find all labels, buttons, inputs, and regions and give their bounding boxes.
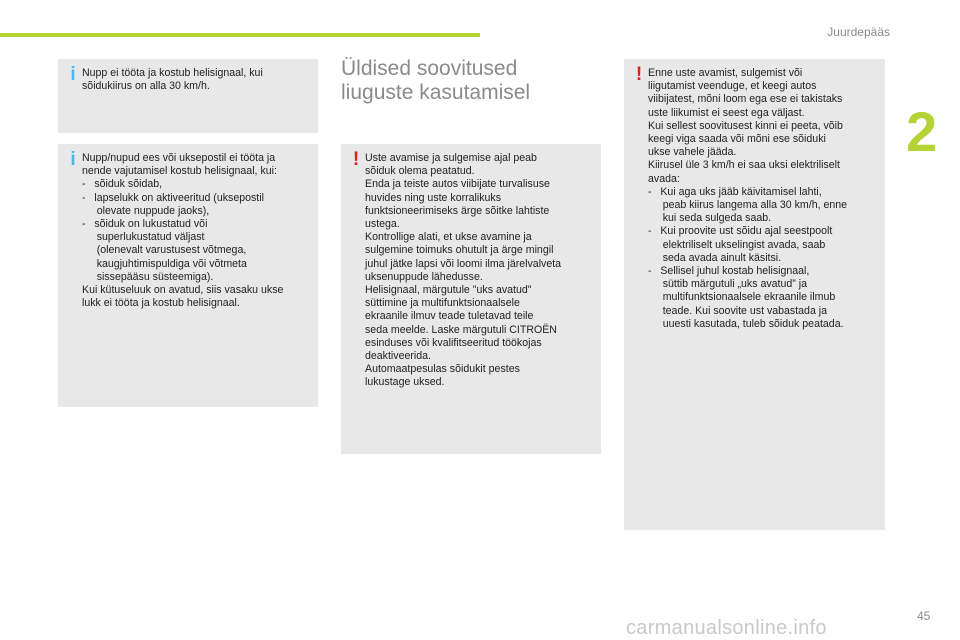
text-line: avada: <box>648 172 680 185</box>
text-line: deaktiveerida. <box>365 350 431 363</box>
text-line: uksenuppude lähedusse. <box>365 270 483 283</box>
text-line: süttimine ja multifunktsionaalsele <box>365 297 520 310</box>
text-line: viibijatest, mõni loom ega ese ei takistaks <box>648 93 843 106</box>
chapter-number: 2 <box>906 100 938 163</box>
text-line: - Kui aga uks jääb käivitamisel lahti, <box>648 185 822 198</box>
page-number: 45 <box>917 609 931 623</box>
text-line: Kontrollige alati, et ukse avamine ja <box>365 231 532 244</box>
text-line: lukustage uksed. <box>365 376 445 389</box>
text-line: lukk ei tööta ja kostub helisignaal. <box>82 297 240 310</box>
text-line: ustega. <box>365 218 400 231</box>
text-line: olevate nuppude jaoks), <box>82 204 210 217</box>
text-line: liigutamist veenduge, et keegi autos <box>648 80 817 93</box>
text-line: - Sellisel juhul kostab helisignaal, <box>648 265 810 278</box>
header-accent-bar <box>0 33 480 37</box>
text-line: funktsioneerimiseks ärge sõitke lahtiste <box>365 204 550 217</box>
text-line: teade. Kui soovite ust vabastada ja <box>648 304 828 317</box>
text-line: seda meelde. Laske märgutuli CITROËN <box>365 323 557 336</box>
text-line: kui seda sulgeda saab. <box>648 212 772 225</box>
section-title-line: liuguste kasutamisel <box>341 81 531 104</box>
text-line: Nupp/nupud ees või uksepostil ei tööta ja <box>82 152 276 164</box>
text-line: seda avada ainult käsitsi. <box>648 251 782 264</box>
text-line: ekraanile ilmuv teade tuletavad teile <box>365 310 534 323</box>
text-line: Kiirusel üle 3 km/h ei saa uksi elektriliselt <box>648 159 840 172</box>
text-line: sissepääsu süsteemiga). <box>82 270 214 283</box>
info-note-2 <box>58 144 318 407</box>
text-line: Enda ja teiste autos viibijate turvalisuse <box>365 178 550 191</box>
text-line: uuesti kasutada, tuleb sõiduk peatada. <box>648 317 844 330</box>
info-icon: i <box>70 149 76 170</box>
text-line: kaugjuhtimispuldiga või võtmeta <box>82 257 247 270</box>
text-line: (olenevalt varustusest võtmega, <box>82 244 247 257</box>
text-line: Nupp ei tööta ja kostub helisignaal, kui <box>82 67 263 79</box>
text-line: sulgemine toimuks ohutult ja ärge mingil <box>365 244 554 257</box>
info-note-1-text <box>82 67 314 93</box>
text-line: süttib märgutuli „uks avatud” ja <box>648 278 807 291</box>
text-line: - lapselukk on aktiveeritud (uksepostil <box>82 191 264 204</box>
text-line: Uste avamise ja sulgemise ajal peab <box>365 152 537 164</box>
text-line: Kui sellest soovitusest kinni ei peeta, võib <box>648 119 843 132</box>
text-line: sõidukiirus on alla 30 km/h. <box>82 80 210 93</box>
text-line: Kui kütuseluuk on avatud, siis vasaku ukse <box>82 284 284 297</box>
text-line: nende vajutamisel kostub helisignaal, kui: <box>82 165 277 178</box>
text-line: elektriliselt ukselingist avada, saab <box>648 238 826 251</box>
warning-note-right <box>624 59 885 530</box>
info-icon: i <box>70 64 76 85</box>
text-line: - Kui proovite ust sõidu ajal seestpoolt <box>648 225 833 238</box>
text-line: Enne uste avamist, sulgemist või <box>648 67 803 79</box>
warning-note-middle <box>341 144 601 454</box>
section-header: Juurdepääs <box>827 25 890 39</box>
text-line: Helisignaal, märgutule "uks avatud" <box>365 284 532 297</box>
text-line: huvides ning uste korralikuks <box>365 191 502 204</box>
text-line: ukse vahele jääda. <box>648 146 737 159</box>
text-line: - sõiduk sõidab, <box>82 178 163 191</box>
info-note-2-text <box>82 152 314 310</box>
text-line: Automaatpesulas sõidukit pestes <box>365 363 520 376</box>
section-title-line: Üldised soovitused <box>341 57 518 80</box>
warning-note-right-text <box>648 67 881 331</box>
text-line: uste liikumist ei seest ega väljast. <box>648 106 805 119</box>
text-line: peab kiirus langema alla 30 km/h, enne <box>648 199 848 212</box>
exclamation-icon: ! <box>635 64 643 85</box>
text-line: multifunktsionaalsele ekraanile ilmub <box>648 291 836 304</box>
text-line: superlukustatud väljast <box>82 231 205 244</box>
text-line: esinduses või kvalifitseeritud töökojas <box>365 336 542 349</box>
watermark: carmanualsonline.info <box>626 617 827 639</box>
exclamation-icon: ! <box>352 149 360 170</box>
section-title <box>341 57 530 105</box>
warning-note-middle-text <box>365 152 597 390</box>
text-line: - sõiduk on lukustatud või <box>82 218 208 231</box>
text-line: keegi viga saada või mõni ese sõiduki <box>648 133 826 146</box>
info-note-1 <box>58 59 318 133</box>
text-line: sõiduk olema peatatud. <box>365 165 475 178</box>
text-line: juhul jätke lapsi või loomi ilma järelvalveta <box>365 257 562 270</box>
